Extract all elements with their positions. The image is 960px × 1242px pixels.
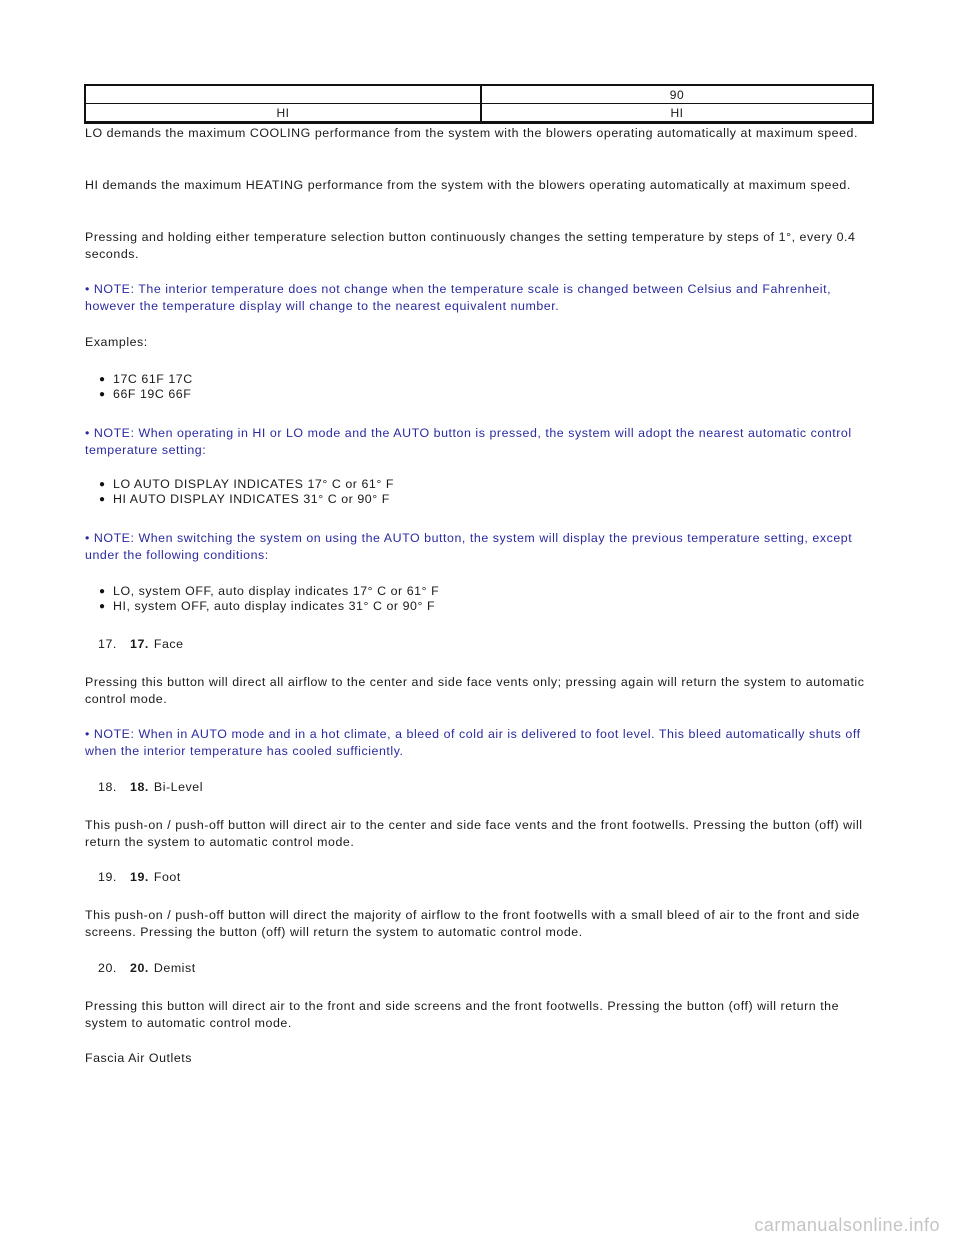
foot-description: This push-on / push-off button will direct the majority of airflow to the front footwells with a small bleed of air to the front and side screens. Pressing the button (off) will return the system to automatic control mode. <box>85 908 860 939</box>
step-face <box>98 636 184 653</box>
demist-description: Pressing this button will direct air to the front and side screens and the front footwells. Pressing the button (off) will return the system to automatic control mode. <box>85 999 840 1030</box>
face-description: Pressing this button will direct all airflow to the center and side face vents only; pressing again will return the system to automatic control mode. <box>85 675 865 706</box>
list-item: ● 17C 61F 17C <box>113 372 193 387</box>
note-hot-climate: • NOTE: When in AUTO mode and in a hot climate, a bleed of cold air is delivered to foot level. This bleed automatically shuts off when the interior temperature has cooled sufficiently. <box>85 727 861 758</box>
step-demist <box>98 960 196 977</box>
temperature-table <box>84 84 874 124</box>
hi-description: HI demands the maximum HEATING performance from the system with the blowers operating automatically at maximum speed. <box>85 178 851 192</box>
table-cell: 90 <box>481 85 873 104</box>
step-label: Demist <box>153 961 196 975</box>
watermark: carmanualsonline.info <box>754 1215 940 1235</box>
note-auto-button: • NOTE: When switching the system on using the AUTO button, the system will display the previous temperature setting, except under the following conditions: <box>85 531 853 562</box>
step-number: 20. <box>98 961 117 975</box>
bi-level-description: This push-on / push-off button will direct air to the center and side face vents and the front footwells. Pressing the button (off) will return the system to automatic control mode. <box>85 818 863 849</box>
step-bold-number: 18. <box>130 780 149 794</box>
step-number: 19. <box>98 870 117 884</box>
list-item: ● HI, system OFF, auto display indicates 31° C or 90° F <box>113 599 435 614</box>
table-row <box>85 104 873 123</box>
section-heading-fascia-air-outlets: Fascia Air Outlets <box>85 1051 192 1065</box>
step-label: Bi-Level <box>153 780 204 794</box>
step-label: Foot <box>153 870 181 884</box>
step-foot <box>98 869 181 886</box>
list-item: ● LO, system OFF, auto display indicates 17° C or 61° F <box>113 584 439 599</box>
pressing-description: Pressing and holding either temperature selection button continuously changes the setting temperature by steps of 1°, every 0.4 seconds. <box>85 230 856 261</box>
examples-heading: Examples: <box>85 335 148 349</box>
table-row <box>85 85 873 104</box>
note-temperature-scale: • NOTE: The interior temperature does not change when the temperature scale is changed between Celsius and Fahrenheit, however the temperature display will change to the nearest equivalent number. <box>85 282 832 313</box>
step-bi-level <box>98 779 203 796</box>
step-label: Face <box>153 637 184 651</box>
lo-description: LO demands the maximum COOLING performance from the system with the blowers operating automatically at maximum speed. <box>85 126 858 140</box>
list-item: ● 66F 19C 66F <box>113 387 191 402</box>
table-cell: HI <box>481 104 873 123</box>
list-item: ● HI AUTO DISPLAY INDICATES 31° C or 90° F <box>113 492 390 507</box>
step-bold-number: 17. <box>130 637 149 651</box>
note-hi-lo-mode: • NOTE: When operating in HI or LO mode and the AUTO button is pressed, the system will adopt the nearest automatic control temperature setting: <box>85 426 852 457</box>
list-item: ● LO AUTO DISPLAY INDICATES 17° C or 61° F <box>113 477 394 492</box>
step-bold-number: 19. <box>130 870 149 884</box>
step-number: 18. <box>98 780 117 794</box>
step-number: 17. <box>98 637 117 651</box>
table-cell: HI <box>85 104 481 123</box>
step-bold-number: 20. <box>130 961 149 975</box>
table-cell <box>85 85 481 104</box>
